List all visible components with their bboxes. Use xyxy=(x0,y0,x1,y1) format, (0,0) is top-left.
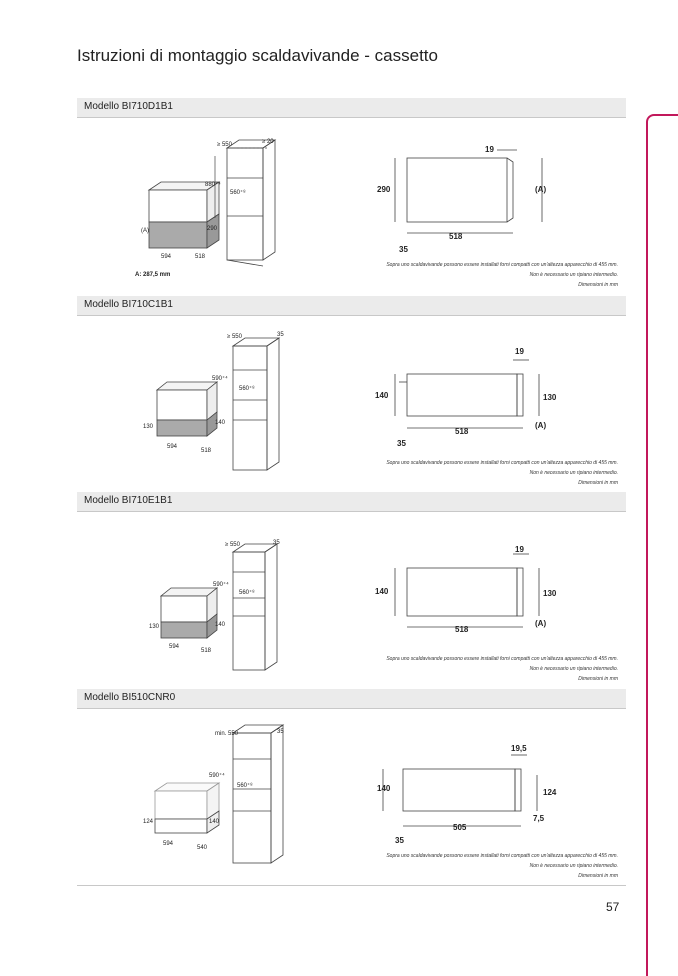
model-label: Modello BI710E1B1 xyxy=(84,495,173,506)
side-dim-a: 7,5 xyxy=(533,814,545,823)
note-line: Dimensioni in mm xyxy=(578,676,618,682)
model-label: Modello BI510CNR0 xyxy=(84,692,176,703)
side-dim-right: (A) xyxy=(535,185,547,194)
side-dim-height: 140 xyxy=(375,391,389,400)
side-dim-right: 130 xyxy=(543,393,557,402)
section-body xyxy=(77,512,626,688)
side-dim-depth: 518 xyxy=(449,232,463,241)
side-dim-front: 35 xyxy=(397,439,406,448)
note-line: Dimensioni in mm xyxy=(578,873,618,879)
dim-height: 590⁺⁴ xyxy=(209,773,225,779)
installation-notes xyxy=(386,458,618,488)
section-side-tab xyxy=(646,114,678,976)
dim-depth: 518 xyxy=(201,448,212,454)
dim-niche: 560⁺⁸ xyxy=(230,190,246,196)
note-line: Dimensioni in mm xyxy=(578,480,618,486)
side-dim-depth: 518 xyxy=(455,427,469,436)
dim-side: 140 xyxy=(209,819,220,825)
note-line: Dimensioni in mm xyxy=(578,282,618,288)
dim-width: 594 xyxy=(161,254,172,260)
divider xyxy=(77,885,626,886)
section-header xyxy=(77,296,626,316)
dim-footnote: A: 287,5 mm xyxy=(135,272,171,278)
side-dim-front: 35 xyxy=(399,245,408,254)
side-dim-right: 130 xyxy=(543,589,557,598)
installation-notes xyxy=(386,851,618,881)
side-dim-height: 290 xyxy=(377,185,391,194)
dim-depth: 518 xyxy=(201,648,212,654)
dim-top-gap: 35 xyxy=(277,332,284,338)
dim-width: 594 xyxy=(163,841,174,847)
section-header xyxy=(77,492,626,512)
note-line: Sopra uno scaldavivande possono essere installati forni compatti con un'altezza apparecchio di 455 mm. xyxy=(386,853,618,859)
side-dim-top: 19 xyxy=(515,347,524,356)
page-number: 57 xyxy=(606,900,620,914)
side-dim-top: 19 xyxy=(485,145,494,154)
section-body xyxy=(77,316,626,492)
dim-side: 140 xyxy=(215,622,226,628)
side-dim-top: 19,5 xyxy=(511,744,527,753)
dim-width: 594 xyxy=(167,444,178,450)
dim-a-label: 130 xyxy=(149,624,160,630)
dim-niche: 560⁺⁸ xyxy=(239,386,255,392)
dim-top-depth: ≥ 550 xyxy=(225,542,240,548)
dim-a-label: 124 xyxy=(143,819,154,825)
side-dim-a: (A) xyxy=(535,421,547,430)
dim-top-gap: 35 xyxy=(277,729,284,735)
side-dim-right: 124 xyxy=(543,788,557,797)
side-dim-a: (A) xyxy=(535,619,547,628)
dim-niche: 560⁺⁸ xyxy=(237,783,253,789)
model-label: Modello BI710C1B1 xyxy=(84,299,173,310)
dim-top-depth: min. 550 xyxy=(215,731,239,737)
model-label: Modello BI710D1B1 xyxy=(84,101,173,112)
section-body xyxy=(77,118,626,296)
note-line: Non è necessario un ripiano intermedio. xyxy=(529,863,618,869)
installation-notes xyxy=(386,260,618,290)
dim-side: 140 xyxy=(215,420,226,426)
section-body xyxy=(77,709,626,885)
note-line: Sopra uno scaldavivande possono essere installati forni compatti con un'altezza apparecchio di 455 mm. xyxy=(386,460,618,466)
dim-height: 590⁺⁴ xyxy=(213,582,229,588)
dim-a-label: (A) xyxy=(141,228,149,234)
note-line: Sopra uno scaldavivande possono essere installati forni compatti con un'altezza apparecchio di 455 mm. xyxy=(386,262,618,268)
side-dim-top: 19 xyxy=(515,545,524,554)
dim-top-gap: ≥ 20 xyxy=(262,139,274,145)
installation-notes xyxy=(386,654,618,684)
note-line: Non è necessario un ripiano intermedio. xyxy=(529,666,618,672)
side-dim-depth: 518 xyxy=(455,625,469,634)
dim-top-depth: ≥ 550 xyxy=(217,142,232,148)
side-dim-depth: 505 xyxy=(453,823,467,832)
dim-a-label: 130 xyxy=(143,424,154,430)
dim-top-depth: ≥ 550 xyxy=(227,334,242,340)
dim-width: 594 xyxy=(169,644,180,650)
dim-depth: 540 xyxy=(197,845,208,851)
dim-niche: 560⁺⁸ xyxy=(239,590,255,596)
note-line: Sopra uno scaldavivande possono essere installati forni compatti con un'altezza apparecchio di 455 mm. xyxy=(386,656,618,662)
dim-height: 880⁺⁴ xyxy=(205,182,221,188)
note-line: Non è necessario un ripiano intermedio. xyxy=(529,470,618,476)
page-title: Istruzioni di montaggio scaldavivande - cassetto xyxy=(77,46,438,65)
note-line: Non è necessario un ripiano intermedio. xyxy=(529,272,618,278)
dim-depth: 518 xyxy=(195,254,206,260)
dim-side: 290 xyxy=(207,226,218,232)
side-dim-front: 35 xyxy=(395,836,404,845)
dim-top-gap: 35 xyxy=(273,540,280,546)
side-dim-height: 140 xyxy=(377,784,391,793)
dim-height: 590⁺⁴ xyxy=(212,376,228,382)
section-header xyxy=(77,98,626,118)
section-header xyxy=(77,689,626,709)
side-dim-height: 140 xyxy=(375,587,389,596)
